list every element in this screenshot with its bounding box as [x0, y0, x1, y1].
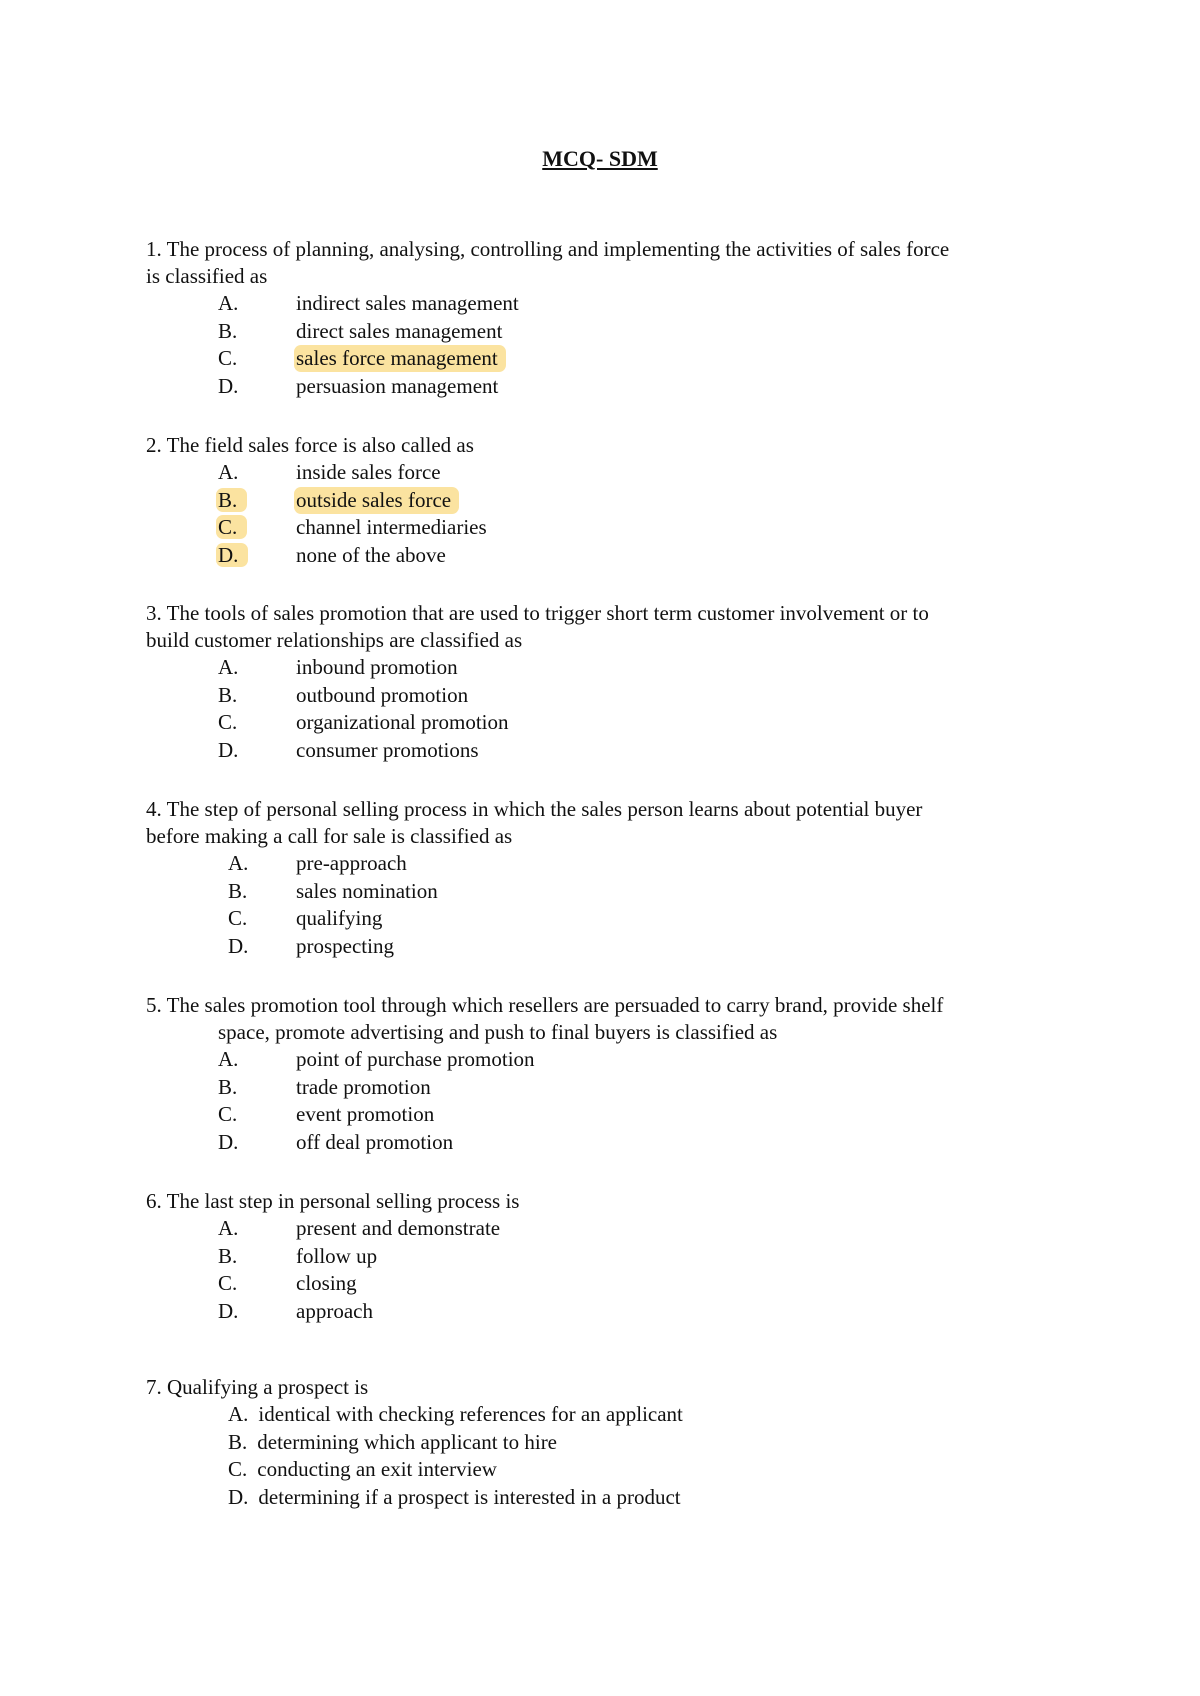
question-text	[146, 796, 1066, 850]
question-number: 4.	[146, 797, 162, 821]
option-b[interactable]	[146, 487, 1066, 515]
option-b[interactable]	[146, 878, 1066, 906]
option-c[interactable]	[146, 514, 1066, 542]
options-list	[146, 850, 1066, 960]
question-number: 7.	[146, 1375, 162, 1399]
question-2	[146, 432, 1066, 569]
option-text: sales nomination	[296, 878, 438, 903]
option-letter: B.	[228, 878, 248, 903]
option-b[interactable]	[146, 1074, 1066, 1102]
question-4	[146, 796, 1066, 960]
option-letter: A.	[228, 851, 249, 876]
question-number: 2.	[146, 433, 162, 457]
option-letter: C.	[218, 710, 238, 735]
option-text: channel intermediaries	[296, 515, 487, 540]
option-c[interactable]	[146, 709, 1066, 737]
option-letter-highlighted: C.	[216, 515, 247, 539]
question-stem: The sales promotion tool through which resellers are persuaded to carry brand, provide shelf	[166, 993, 944, 1017]
option-letter: B.	[218, 1074, 238, 1099]
question-text	[146, 432, 1066, 459]
option-d[interactable]	[146, 542, 1066, 570]
option-b[interactable]	[146, 1243, 1066, 1271]
question-7	[146, 1374, 1066, 1511]
question-1	[146, 236, 1066, 400]
option-b[interactable]	[146, 318, 1066, 346]
option-letter: A.	[218, 655, 239, 680]
option-text: event promotion	[296, 1102, 435, 1127]
question-stem: The last step in personal selling process is	[166, 1189, 520, 1213]
option-text: off deal promotion	[296, 1129, 454, 1154]
option-letter: D.	[218, 737, 239, 762]
option-text: present and demonstrate	[296, 1216, 501, 1241]
question-text	[146, 1374, 1066, 1401]
option-text: trade promotion	[296, 1074, 431, 1099]
question-3	[146, 600, 1066, 764]
question-number: 6.	[146, 1189, 162, 1213]
question-stem: The tools of sales promotion that are used to trigger short term customer involvement or to	[166, 601, 929, 625]
option-text: qualifying	[296, 906, 383, 931]
option-text: outbound promotion	[296, 682, 469, 707]
option-d[interactable]	[146, 1484, 1066, 1512]
option-letter-highlighted: B.	[216, 488, 247, 512]
option-text: consumer promotions	[296, 737, 479, 762]
option-text: point of purchase promotion	[296, 1047, 535, 1072]
option-letter: B.	[218, 682, 238, 707]
option-letter: B.	[218, 1243, 238, 1268]
option-d[interactable]	[146, 1298, 1066, 1326]
option-c[interactable]	[146, 1101, 1066, 1129]
option-text: prospecting	[296, 933, 394, 958]
option-text: determining which applicant to hire	[257, 1429, 558, 1454]
option-letter: C.	[218, 1102, 238, 1127]
option-d[interactable]	[146, 933, 1066, 961]
option-text: determining if a prospect is interested in a product	[258, 1484, 681, 1509]
options-list	[146, 654, 1066, 764]
option-letter: A.	[218, 1047, 239, 1072]
option-text-highlighted: sales force management	[294, 345, 506, 372]
option-text: pre-approach	[296, 851, 407, 876]
option-letter: C.	[218, 346, 238, 371]
question-6	[146, 1188, 1066, 1325]
options-list	[146, 1046, 1066, 1156]
question-stem-continued: build customer relationships are classified as	[146, 628, 523, 652]
options-list	[146, 1401, 1066, 1511]
option-letter: C.	[228, 906, 248, 931]
option-letter: C.	[218, 1271, 238, 1296]
question-text	[146, 992, 1066, 1046]
question-stem-continued: space, promote advertising and push to final buyers is classified as	[218, 1020, 778, 1044]
option-letter: D.	[228, 1484, 249, 1509]
option-text: none of the above	[296, 542, 446, 567]
option-a[interactable]	[146, 654, 1066, 682]
option-b[interactable]	[146, 682, 1066, 710]
option-a[interactable]	[146, 290, 1066, 318]
option-letter: A.	[218, 1216, 239, 1241]
option-text: follow up	[296, 1243, 378, 1268]
question-text	[146, 600, 1066, 654]
option-d[interactable]	[146, 373, 1066, 401]
question-number: 3.	[146, 601, 162, 625]
question-stem: The process of planning, analysing, controlling and implementing the activities of sales force	[166, 237, 950, 261]
option-text: indirect sales management	[296, 291, 519, 316]
option-text: conducting an exit interview	[257, 1457, 497, 1482]
question-stem-continued: is classified as	[146, 264, 268, 288]
option-text: closing	[296, 1271, 357, 1296]
option-c[interactable]	[146, 345, 1066, 373]
option-text: persuasion management	[296, 373, 499, 398]
option-letter: A.	[218, 291, 239, 316]
option-text: inbound promotion	[296, 655, 458, 680]
question-5	[146, 992, 1066, 1156]
option-text: direct sales management	[296, 318, 503, 343]
option-a[interactable]	[146, 1215, 1066, 1243]
option-text: identical with checking references for an applicant	[258, 1402, 683, 1427]
option-text: approach	[296, 1298, 373, 1323]
question-stem: The step of personal selling process in which the sales person learns about potential buyer	[166, 797, 923, 821]
option-c[interactable]	[146, 1270, 1066, 1298]
option-letter: B.	[218, 318, 238, 343]
option-b[interactable]	[146, 1429, 1066, 1457]
option-letter: D.	[218, 1298, 239, 1323]
options-list	[146, 459, 1066, 569]
option-letter: D.	[228, 933, 249, 958]
option-letter: C.	[228, 1457, 248, 1482]
option-letter: D.	[218, 373, 239, 398]
option-d[interactable]	[146, 737, 1066, 765]
question-number: 1.	[146, 237, 162, 261]
option-c[interactable]	[146, 1456, 1066, 1484]
question-text	[146, 236, 1066, 290]
option-d[interactable]	[146, 1129, 1066, 1157]
option-letter: D.	[218, 1129, 239, 1154]
option-text-highlighted: outside sales force	[294, 487, 459, 514]
options-list	[146, 1215, 1066, 1325]
option-letter: B.	[228, 1429, 248, 1454]
option-text: organizational promotion	[296, 710, 509, 735]
option-text: inside sales force	[296, 460, 441, 485]
question-stem: The field sales force is also called as	[166, 433, 474, 457]
question-stem-continued: before making a call for sale is classified as	[146, 824, 513, 848]
question-number: 5.	[146, 993, 162, 1017]
question-stem: Qualifying a prospect is	[167, 1375, 369, 1399]
option-a[interactable]	[146, 850, 1066, 878]
option-a[interactable]	[146, 459, 1066, 487]
page-title: MCQ- SDM	[542, 146, 658, 171]
question-text	[146, 1188, 1066, 1215]
option-letter: A.	[218, 460, 239, 485]
option-a[interactable]	[146, 1401, 1066, 1429]
option-letter-highlighted: D.	[216, 543, 248, 567]
option-c[interactable]	[146, 905, 1066, 933]
options-list	[146, 290, 1066, 400]
option-letter: A.	[228, 1402, 249, 1427]
option-a[interactable]	[146, 1046, 1066, 1074]
